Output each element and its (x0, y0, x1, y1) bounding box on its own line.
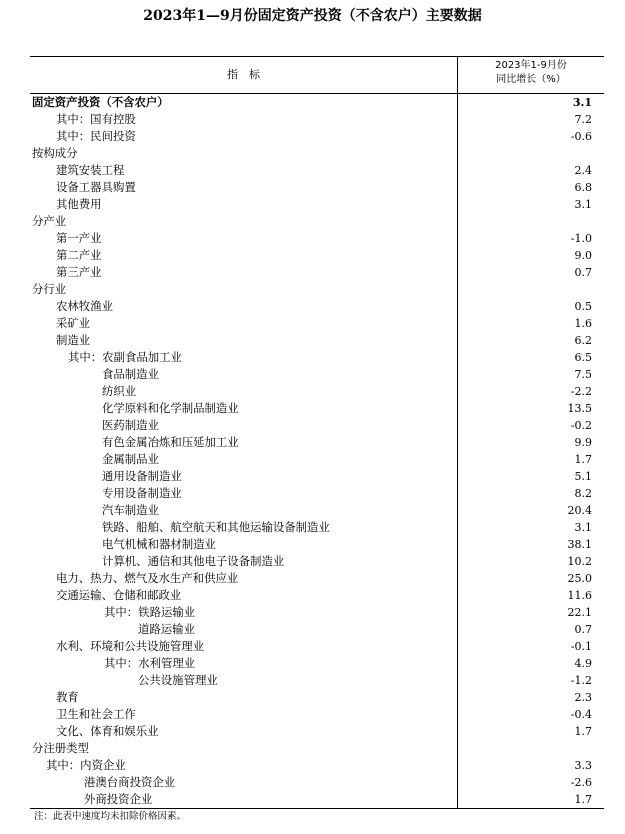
table-row (30, 111, 604, 128)
row-value: 25.0 (567, 572, 592, 585)
table-row (30, 247, 604, 264)
row-value: 0.7 (574, 623, 592, 636)
table-row (30, 298, 604, 315)
table-row (30, 485, 604, 502)
row-label: 文化、体育和娱乐业 (56, 724, 159, 738)
table-row (30, 570, 604, 587)
row-value: -0.1 (570, 640, 592, 653)
row-value: 1.7 (574, 453, 592, 466)
table-row (30, 230, 604, 247)
row-label: 其中：铁路运输业 (104, 605, 196, 619)
row-label: 电力、热力、燃气及水生产和供应业 (56, 571, 239, 585)
row-label: 其他费用 (56, 197, 102, 211)
row-label: 其中：农副食品加工业 (68, 350, 182, 364)
row-value: 3.1 (574, 198, 592, 211)
row-label: 其中：国有控股 (56, 112, 136, 126)
row-value: 1.7 (574, 793, 592, 806)
row-value: 9.9 (574, 436, 592, 449)
row-label: 公共设施管理业 (138, 673, 218, 687)
table-row (30, 621, 604, 638)
row-label: 其中：内资企业 (46, 758, 126, 772)
footnote: 注：此表中速度均未扣除价格因素。 (34, 811, 187, 822)
table-row (30, 264, 604, 281)
row-label: 外商投资企业 (84, 792, 153, 806)
table-row (30, 723, 604, 740)
table-row (30, 94, 604, 111)
row-value: 22.1 (567, 606, 592, 619)
row-label: 港澳台商投资企业 (84, 775, 176, 789)
row-value: -0.2 (570, 419, 592, 432)
table-row (30, 366, 604, 383)
table-row (30, 740, 604, 757)
row-label: 其中：民间投资 (56, 129, 136, 143)
row-value: -1.0 (570, 232, 592, 245)
row-label: 按构成分 (32, 146, 78, 160)
row-value: 8.2 (574, 487, 592, 500)
table-row (30, 604, 604, 621)
table-row (30, 757, 604, 774)
table-row (30, 519, 604, 536)
row-label: 交通运输、仓储和邮政业 (56, 588, 182, 602)
row-value: 38.1 (567, 538, 592, 551)
table-row (30, 145, 604, 162)
table-row (30, 638, 604, 655)
row-label: 教育 (56, 690, 79, 704)
row-label: 医药制造业 (102, 418, 159, 432)
row-value: 3.1 (574, 521, 592, 534)
table-row (30, 179, 604, 196)
row-value: -0.6 (570, 130, 592, 143)
table-row (30, 536, 604, 553)
row-value: 10.2 (567, 555, 592, 568)
row-value: 7.2 (574, 113, 592, 126)
table-row (30, 553, 604, 570)
row-value: 5.1 (574, 470, 592, 483)
table-row (30, 162, 604, 179)
table-row (30, 196, 604, 213)
header-growth-unit: 同比增长（%） (496, 74, 566, 85)
row-label: 卫生和社会工作 (56, 707, 136, 721)
row-value: 13.5 (567, 402, 592, 415)
row-label: 化学原料和化学制品制造业 (102, 401, 239, 415)
row-label: 铁路、船舶、航空航天和其他运输设备制造业 (102, 520, 330, 534)
row-value: 0.7 (574, 266, 592, 279)
row-value: 2.3 (574, 691, 592, 704)
row-value: 6.5 (574, 351, 592, 364)
row-label: 分行业 (32, 282, 67, 296)
page-title: 2023年1—9月份固定资产投资（不含农户）主要数据 (143, 8, 482, 24)
row-value: 4.9 (574, 657, 592, 670)
row-value: -2.2 (570, 385, 592, 398)
table-row (30, 128, 604, 145)
header-period: 2023年1-9月份 (495, 60, 567, 71)
row-label: 纺织业 (102, 384, 137, 398)
table-row (30, 689, 604, 706)
row-label: 计算机、通信和其他电子设备制造业 (102, 554, 285, 568)
row-value: 3.1 (572, 96, 592, 109)
table-row (30, 281, 604, 298)
table-row (30, 502, 604, 519)
table-row (30, 332, 604, 349)
row-label: 采矿业 (56, 316, 91, 330)
table-row (30, 400, 604, 417)
row-label: 有色金属冶炼和压延加工业 (102, 435, 239, 449)
row-value: -2.6 (570, 776, 592, 789)
table-row (30, 213, 604, 230)
row-label: 第二产业 (56, 248, 102, 262)
table-row (30, 655, 604, 672)
table-row (30, 315, 604, 332)
row-value: 2.4 (574, 164, 592, 177)
row-value: 11.6 (567, 589, 592, 602)
row-label: 汽车制造业 (102, 503, 159, 517)
row-label: 通用设备制造业 (102, 469, 182, 483)
row-label: 农林牧渔业 (56, 299, 113, 313)
row-value: 1.7 (574, 725, 592, 738)
row-value: 20.4 (567, 504, 592, 517)
row-label: 第三产业 (56, 265, 102, 279)
row-label: 制造业 (56, 333, 91, 347)
row-label: 电气机械和器材制造业 (102, 537, 216, 551)
table-body (30, 94, 604, 808)
header-growth (457, 57, 604, 93)
table-row (30, 417, 604, 434)
row-label: 分注册类型 (32, 741, 89, 755)
row-value: 6.8 (574, 181, 592, 194)
table-row (30, 706, 604, 723)
row-label: 金属制品业 (102, 452, 159, 466)
table-row (30, 587, 604, 604)
table-row (30, 383, 604, 400)
row-value: 1.6 (574, 317, 592, 330)
row-label: 专用设备制造业 (102, 486, 182, 500)
row-label: 其中：水利管理业 (104, 656, 196, 670)
row-label: 设备工器具购置 (56, 180, 136, 194)
row-value: 9.0 (574, 249, 592, 262)
table-row (30, 468, 604, 485)
row-label: 第一产业 (56, 231, 102, 245)
row-label: 食品制造业 (102, 367, 159, 381)
row-label: 建筑安装工程 (56, 163, 125, 177)
table-row (30, 791, 604, 808)
row-label: 固定资产投资（不含农户） (32, 95, 169, 109)
data-table (30, 56, 604, 809)
row-label: 道路运输业 (138, 622, 195, 636)
table-row (30, 349, 604, 366)
table-row (30, 434, 604, 451)
table-row (30, 672, 604, 689)
row-value: 7.5 (574, 368, 592, 381)
row-value: -1.2 (570, 674, 592, 687)
row-value: -0.4 (570, 708, 592, 721)
row-value: 6.2 (574, 334, 592, 347)
row-label: 分产业 (32, 214, 67, 228)
table-row (30, 451, 604, 468)
table-row (30, 774, 604, 791)
row-label: 水利、环境和公共设施管理业 (56, 639, 205, 653)
header-indicator: 指 标 (227, 68, 260, 81)
table-header (30, 57, 604, 94)
row-value: 3.3 (574, 759, 592, 772)
row-value: 0.5 (574, 300, 592, 313)
